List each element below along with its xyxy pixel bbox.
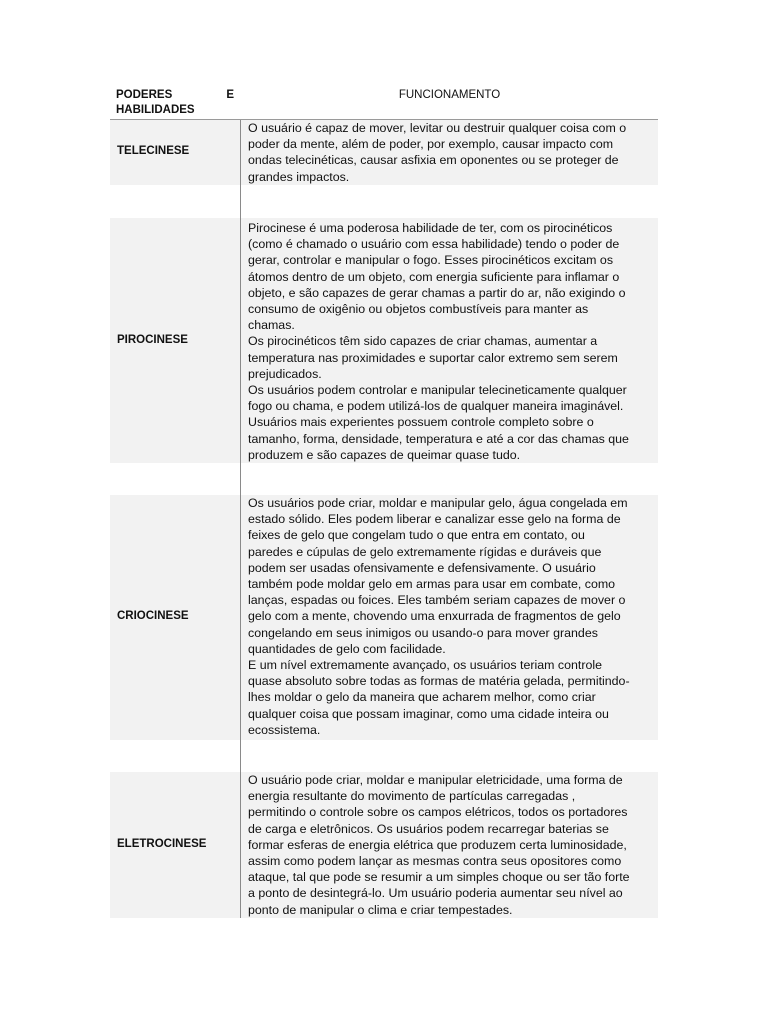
header-powers-column	[116, 88, 234, 118]
row-label: CRIOCINESE	[117, 610, 189, 622]
row-label: TELECINESE	[117, 145, 190, 157]
table-row-telecinese	[110, 120, 658, 185]
row-label: PIROCINESE	[117, 334, 188, 346]
table-header	[110, 86, 658, 120]
table-row-criocinese	[110, 495, 658, 740]
table-row-eletrocinese	[110, 772, 658, 918]
row-label: ELETROCINESE	[117, 838, 207, 850]
row-description: Pirocinese é uma poderosa habilidade de ter, com os pirocinéticos (como é chamado o usuário com essa habilidade) tendo o poder de gerar, controlar e manipular o fogo. Esses pirocinéticos excitam os átomos dentro de um objeto, com energia suficiente para inflamar o objeto, e são capazes de gerar chamas a partir do ar, não exigindo o consumo de oxigênio ou objetos combustíveis para manter as chamas. Os pirocinéticos têm sido capazes de criar chamas, aumentar a temperatura nas proximidades e suportar calor extremo sem serem prejudicados. Os usuários podem controlar e manipular telecineticamente qualquer fogo ou chama, e podem utilizá-los de qualquer maneira imaginável. Usuários mais experientes possuem controle completo sobre o tamanho, forma, densidade, temperatura e até a cor das chamas que produzem e são capazes de queimar quase tudo.	[248, 221, 629, 462]
header-and-word: E	[226, 89, 234, 101]
row-description: O usuário pode criar, moldar e manipular eletricidade, uma forma de energia resultante do movimento de partículas carregadas , permitindo o controle sobre os campos elétricos, todos os portadores de carga e eletrônicos. Os usuários podem recarregar baterias se formar esferas de energia elétrica que produzem certa luminosidade, assim como podem lançar as mesmas contra seus opositores como ataque, tal que pode se resumir a um simples choque ou ser tão forte a ponto de desintegrá-lo. Um usuário poderia aumentar seu nível ao ponto de manipular o clima e criar tempestades.	[248, 773, 630, 917]
header-abilities-word: HABILIDADES	[116, 104, 195, 116]
header-function-column: FUNCIONAMENTO	[398, 89, 501, 101]
column-divider	[240, 120, 241, 918]
row-description: O usuário é capaz de mover, levitar ou destruir qualquer coisa com o poder da mente, além de poder, por exemplo, causar impacto com ondas telecinéticas, causar asfixia em oponentes ou se proteger de grandes impactos.	[248, 121, 627, 184]
powers-table	[110, 86, 658, 917]
table-row-pirocinese	[110, 218, 658, 463]
row-description: Os usuários pode criar, moldar e manipular gelo, água congelada em estado sólido. Eles podem liberar e canalizar esse gelo na forma de feixes de gelo que congelam tudo o que entra em contato, ou paredes e cúpulas de gelo extremamente rígidas e duráveis que podem ser usadas ofensivamente e defensivamente. O usuário também pode moldar gelo em armas para usar em combate, como lanças, espadas ou foices. Eles também seriam capazes de mover o gelo com a mente, chovendo uma enxurrada de fragmentos de gelo congelando em seus inimigos ou usando-o para mover grandes quantidades de gelo com facilidade. E um nível extremamente avançado, os usuários teriam controle quase absoluto sobre todas as formas de matéria gelada, permitindo- lhes moldar o gelo da maneira que acharem melhor, como criar qualquer coisa que possam imaginar, como uma cidade inteira ou ecossistema.	[248, 496, 630, 737]
header-powers-word: PODERES	[116, 89, 173, 101]
